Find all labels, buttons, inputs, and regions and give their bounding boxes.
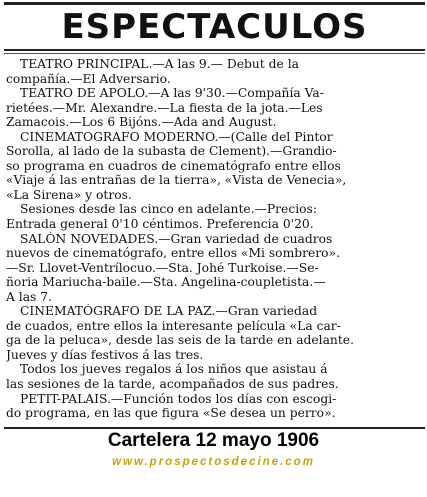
listing-line: nuevos de cinematógrafo, entre ellos «Mi sombrero». bbox=[6, 246, 340, 261]
listing-line: PETIT-PALAIS.—Función todos los días con escogi- bbox=[20, 391, 337, 406]
listing-line: SALÓN NOVEDADES.—Gran variedad de cuadros bbox=[20, 231, 333, 246]
masthead-rule-thin bbox=[4, 53, 425, 54]
listing-line: Entrada general 0'10 céntimos. Preferencia 0'20. bbox=[6, 217, 314, 232]
website-watermark: www.prospectosdecine.com bbox=[112, 456, 315, 468]
listing-line: ga de la peluca», desde las seis de la tarde en adelante. bbox=[6, 333, 354, 348]
listing-line: Zamacois.—Los 6 Bijóns.—Ada and August. bbox=[6, 115, 277, 130]
listing-line: CINEMATÓGRAFO DE LA PAZ.—Gran variedad bbox=[20, 304, 318, 319]
listing-line: TEATRO PRINCIPAL.—A las 9.— Debut de la bbox=[20, 57, 299, 71]
listing-line: Sorolla, al lado de la subasta de Clement).—Grandio- bbox=[6, 144, 337, 159]
listing-line: A las 7. bbox=[6, 289, 53, 304]
date-caption: Cartelera 12 mayo 1906 bbox=[107, 430, 320, 451]
listing-line: Todos los jueves regalos á los niños que asistau á bbox=[20, 362, 328, 377]
listing-line: CINEMATOGRAFO MODERNO.—(Calle del Pintor bbox=[20, 129, 333, 144]
listing-line: ñoria Mariucha-baile.—Sta. Angelina-coupletista.— bbox=[6, 275, 326, 290]
listing-line: compañía.—El Adversario. bbox=[6, 71, 171, 86]
listing-line: —Sr. Llovet-Ventrílocuo.—Sta. Johé Turkoise.—Se- bbox=[6, 260, 319, 275]
listing-line: TEATRO DE APOLO.—A las 9'30.—Compañía Va- bbox=[20, 86, 324, 101]
listing-line: «Viaje á las entrañas de la tierra», «Vista de Venecia», bbox=[6, 173, 347, 188]
masthead bbox=[4, 6, 425, 48]
masthead-rule bbox=[4, 49, 425, 51]
listing-line: Sesiones desde las cinco en adelante.—Precios: bbox=[20, 202, 318, 217]
section-title: ESPECTACULOS bbox=[61, 7, 368, 47]
listing-line: de cuados, entre ellos la interesante película «La car- bbox=[6, 318, 341, 333]
listing-line: «La Sirena» y otros. bbox=[6, 187, 132, 202]
listings-column bbox=[6, 57, 420, 421]
listing-line: rietées.—Mr. Alexandre.—La fiesta de la jota.—Les bbox=[6, 100, 323, 115]
bottom-border-rule bbox=[4, 427, 425, 429]
listing-line: Jueves y días festivos á las tres. bbox=[6, 347, 204, 362]
listing-line: las sesiones de la tarde, acompañados de sus padres. bbox=[6, 377, 339, 392]
listing-line: do programa, en las que figura «Se desea un perro». bbox=[6, 406, 336, 421]
top-border-rule bbox=[4, 2, 425, 5]
listing-line: so programa en cuadros de cinematógrafo entre ellos bbox=[6, 158, 341, 173]
